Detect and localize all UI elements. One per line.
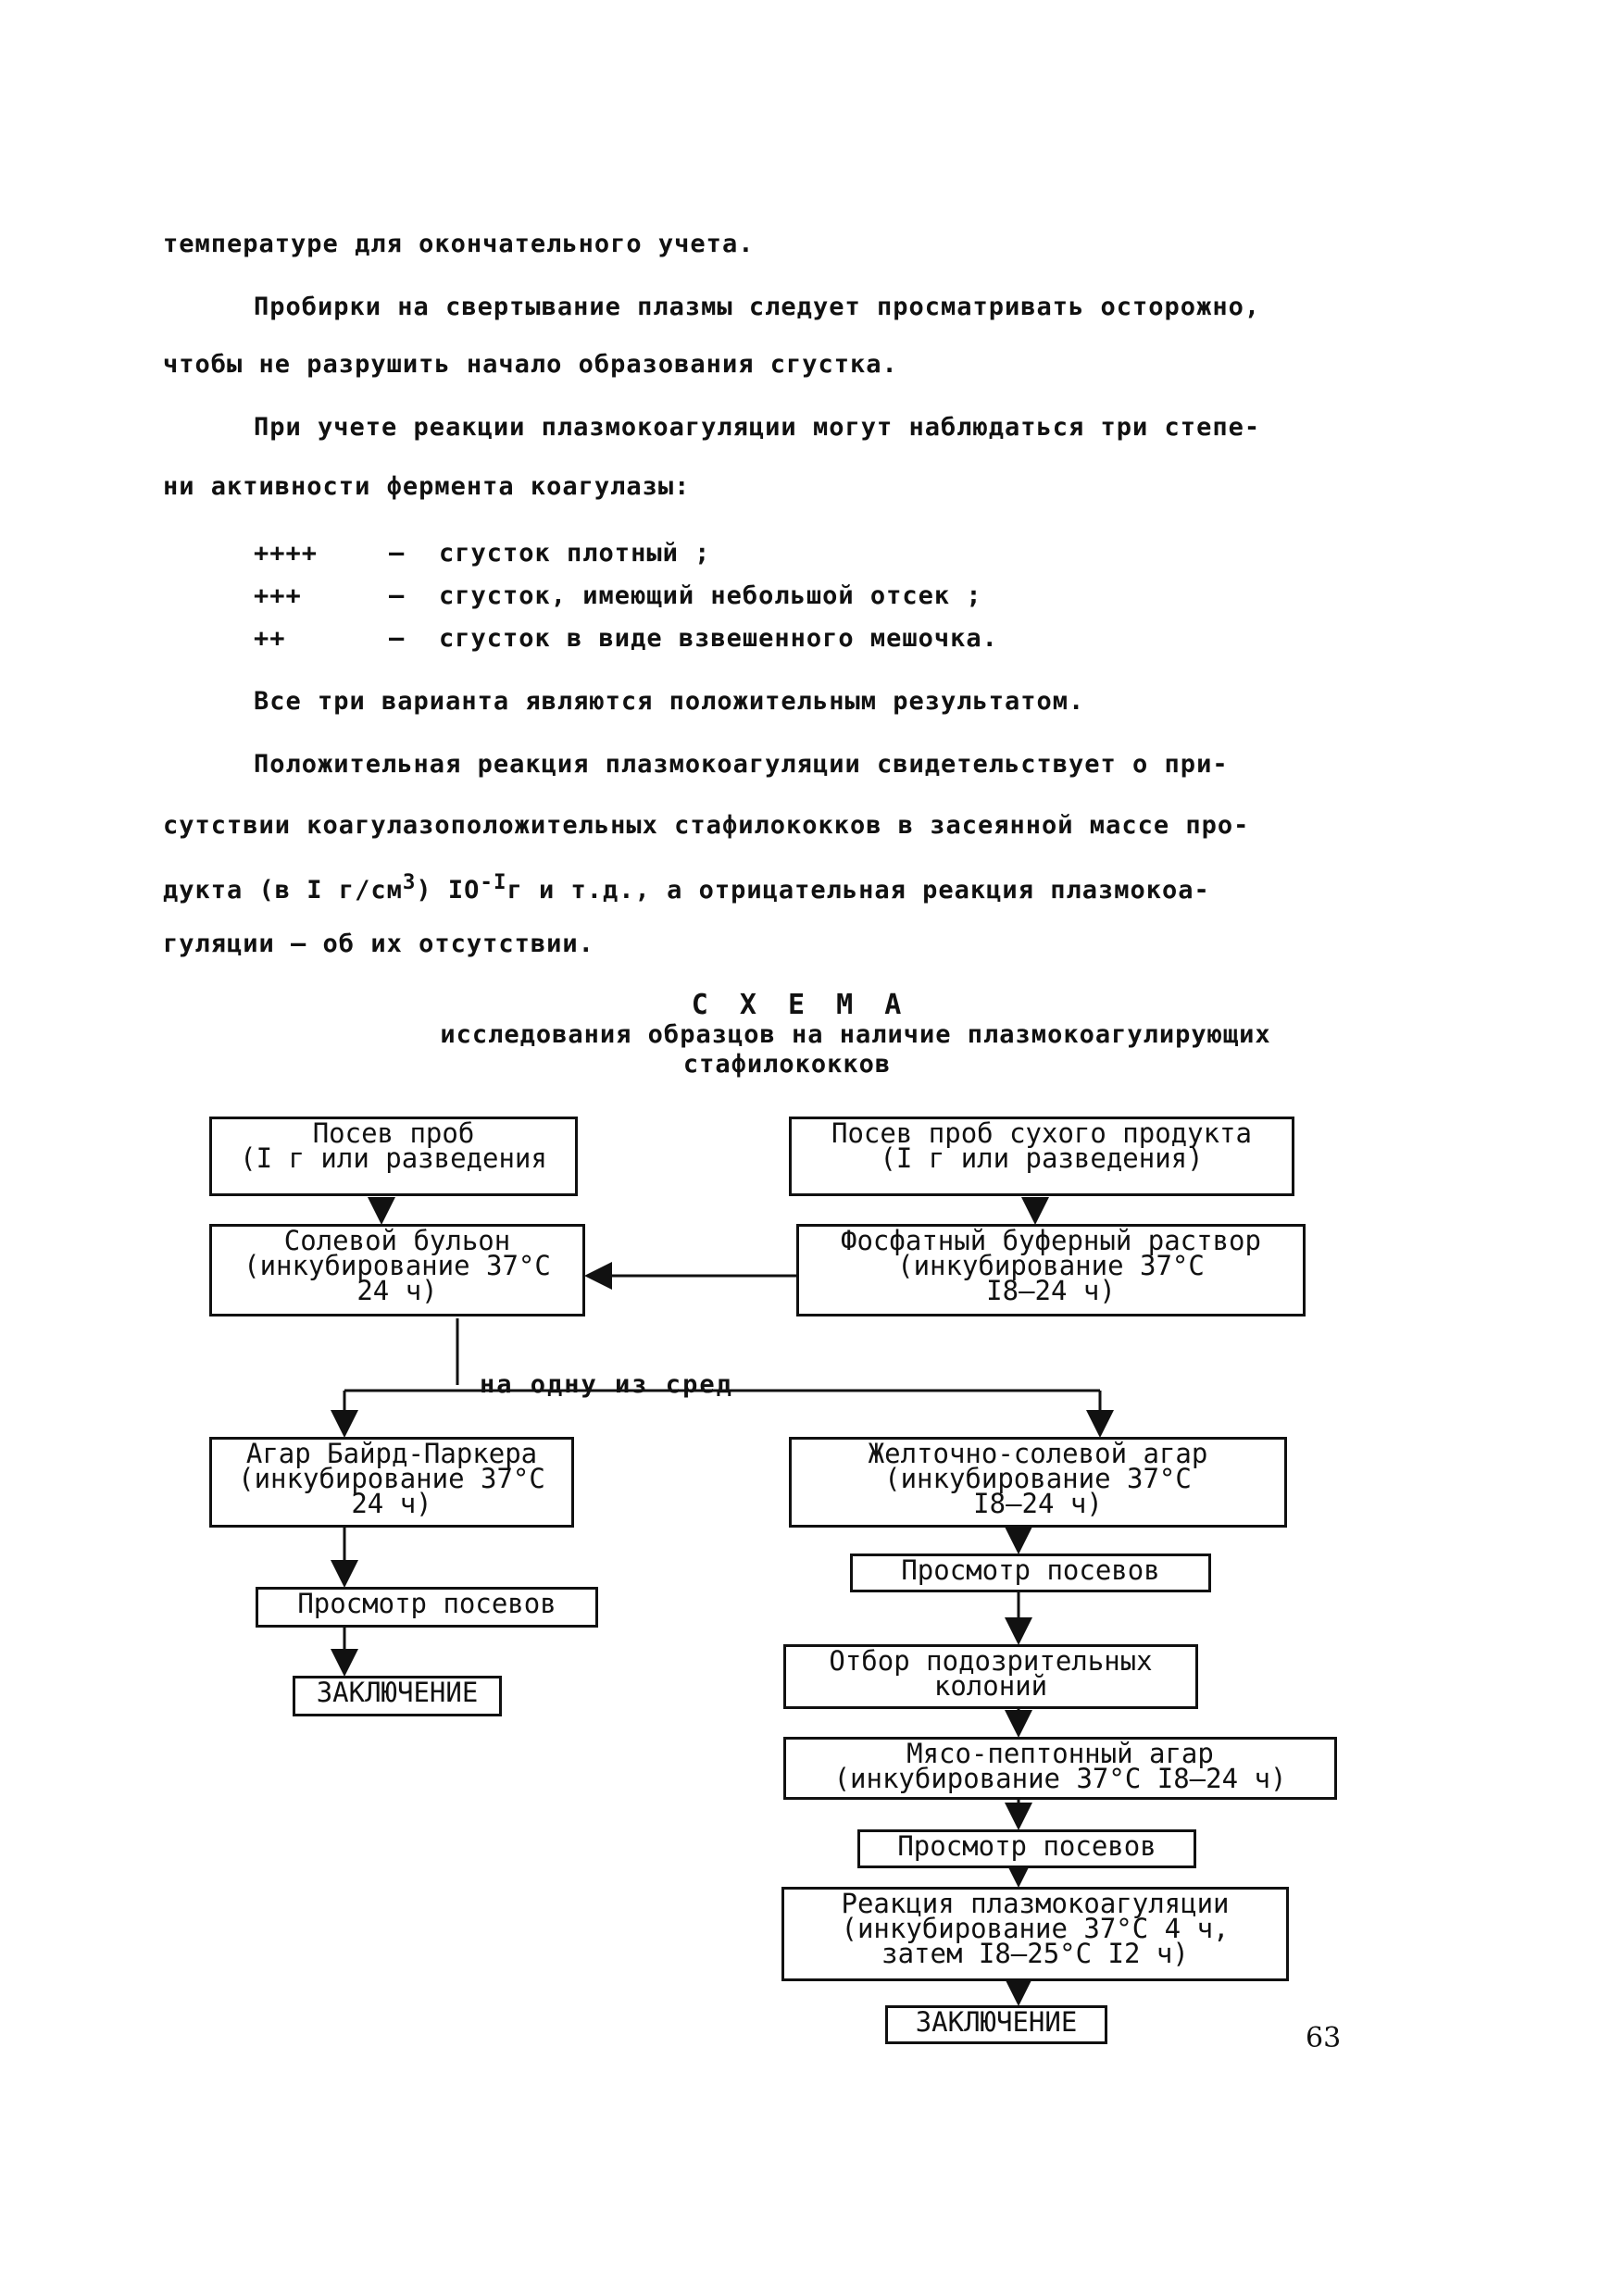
box-view-cultures-right-2: [857, 1829, 1196, 1868]
page-number: 63: [1306, 2022, 1342, 2054]
box-line: Желточно-солевой агар: [868, 1438, 1208, 1469]
box-line: (инкубирование 37°С: [884, 1463, 1192, 1494]
box-line: I8–24 ч): [986, 1275, 1116, 1306]
paragraph-line: Пробирки на свертывание плазмы следует просматривать осторожно,: [254, 293, 1261, 321]
box-line: 24 ч): [356, 1275, 438, 1306]
box-line: (инкубирование 37°С: [238, 1463, 545, 1494]
box-line: Солевой бульон: [283, 1225, 511, 1256]
box-line: Мясо-пептонный агар: [906, 1738, 1214, 1769]
degree-dash: –: [389, 539, 406, 568]
box-view-cultures-left: [256, 1587, 598, 1628]
box-line: (инкубирование 37°С 4 ч,: [841, 1913, 1230, 1944]
box-line: Фосфатный буферный раствор: [841, 1225, 1261, 1256]
formula-part: ) IO: [416, 876, 481, 905]
degree-dash: –: [389, 581, 406, 610]
box-view-cultures-right-1: [850, 1554, 1211, 1592]
degree-symbol: ++++: [254, 539, 319, 568]
box-select-colonies: [783, 1644, 1198, 1709]
box-line: (I г или разведения): [880, 1142, 1204, 1174]
paragraph-line: ни активности фермента коагулазы:: [163, 472, 691, 501]
box-line: ЗАКЛЮЧЕНИЕ: [915, 2006, 1078, 2038]
box-line: Просмотр посевов: [297, 1588, 556, 1619]
box-baird-parker-agar: [209, 1437, 574, 1528]
paragraph-line: При учете реакции плазмокоагуляции могут наблюдаться три степе-: [254, 413, 1261, 442]
box-line: I8–24 ч): [973, 1488, 1103, 1519]
degree-text: сгусток, имеющий небольшой отсек ;: [439, 581, 982, 610]
box-conclusion-left: [293, 1676, 502, 1716]
box-line: затем I8–25°С I2 ч): [881, 1938, 1189, 1969]
box-line: 24 ч): [351, 1488, 432, 1519]
paragraph-line: гуляции – об их отсутствии.: [163, 930, 594, 958]
box-meat-peptone-agar: [783, 1737, 1337, 1800]
paragraph-line: Положительная реакция плазмокоагуляции свидетельствует о при-: [254, 750, 1229, 779]
scheme-subtitle: стафилококков: [682, 1050, 892, 1079]
box-conclusion-right: [885, 2005, 1107, 2044]
branch-label: на одну из сред: [480, 1370, 733, 1399]
degree-dash: –: [389, 624, 406, 653]
box-line: (I г или разведения: [240, 1142, 547, 1174]
box-line: Отбор подозрительных: [829, 1645, 1153, 1677]
box-yolk-salt-agar: [789, 1437, 1287, 1528]
formula-part: дукта (в I г/см: [163, 876, 403, 905]
box-line: ЗАКЛЮЧЕНИЕ: [316, 1677, 479, 1708]
box-sowing-samples: [209, 1117, 578, 1196]
box-line: Посев проб: [312, 1117, 475, 1149]
box-line: колоний: [933, 1670, 1048, 1702]
box-line: Реакция плазмокоагуляции: [841, 1888, 1230, 1919]
paragraph-line: чтобы не разрушить начало образования сгустка.: [163, 350, 898, 379]
box-line: Посев проб сухого продукта: [831, 1117, 1252, 1149]
scheme-title: С Х Е М А: [691, 989, 909, 1021]
box-sowing-dry-product: [789, 1117, 1294, 1196]
degree-symbol: +++: [254, 581, 302, 610]
paragraph-line: температуре для окончательного учета.: [163, 230, 755, 258]
paragraph-line: сутствии коагулазоположительных стафилококков в засеянной массе про-: [163, 811, 1250, 840]
scheme-subtitle: исследования образцов на наличие плазмокоагулирующих: [440, 1020, 1271, 1049]
box-line: Просмотр посевов: [897, 1830, 1156, 1862]
paragraph-line-formula: [163, 870, 1210, 905]
formula-superscript: -I: [480, 870, 507, 894]
paragraph-line: Все три варианта являются положительным результатом.: [254, 687, 1085, 716]
box-line: Просмотр посевов: [901, 1554, 1160, 1586]
degree-text: сгусток в виде взвешенного мешочка.: [439, 624, 998, 653]
box-phosphate-buffer: [796, 1224, 1306, 1316]
formula-superscript: 3: [402, 870, 417, 894]
degree-text: сгусток плотный ;: [439, 539, 711, 568]
box-line: (инкубирование 37°С I8–24 ч): [833, 1763, 1287, 1794]
degree-symbol: ++: [254, 624, 286, 653]
formula-part: г и т.д., а отрицательная реакция плазмокоа-: [506, 876, 1210, 905]
box-plasmocoagulation-reaction: [781, 1887, 1289, 1981]
box-line: (инкубирование 37°С: [897, 1250, 1205, 1281]
box-line: (инкубирование 37°С: [244, 1250, 551, 1281]
box-line: Агар Байрд-Паркера: [245, 1438, 538, 1469]
box-salt-broth: [209, 1224, 585, 1316]
